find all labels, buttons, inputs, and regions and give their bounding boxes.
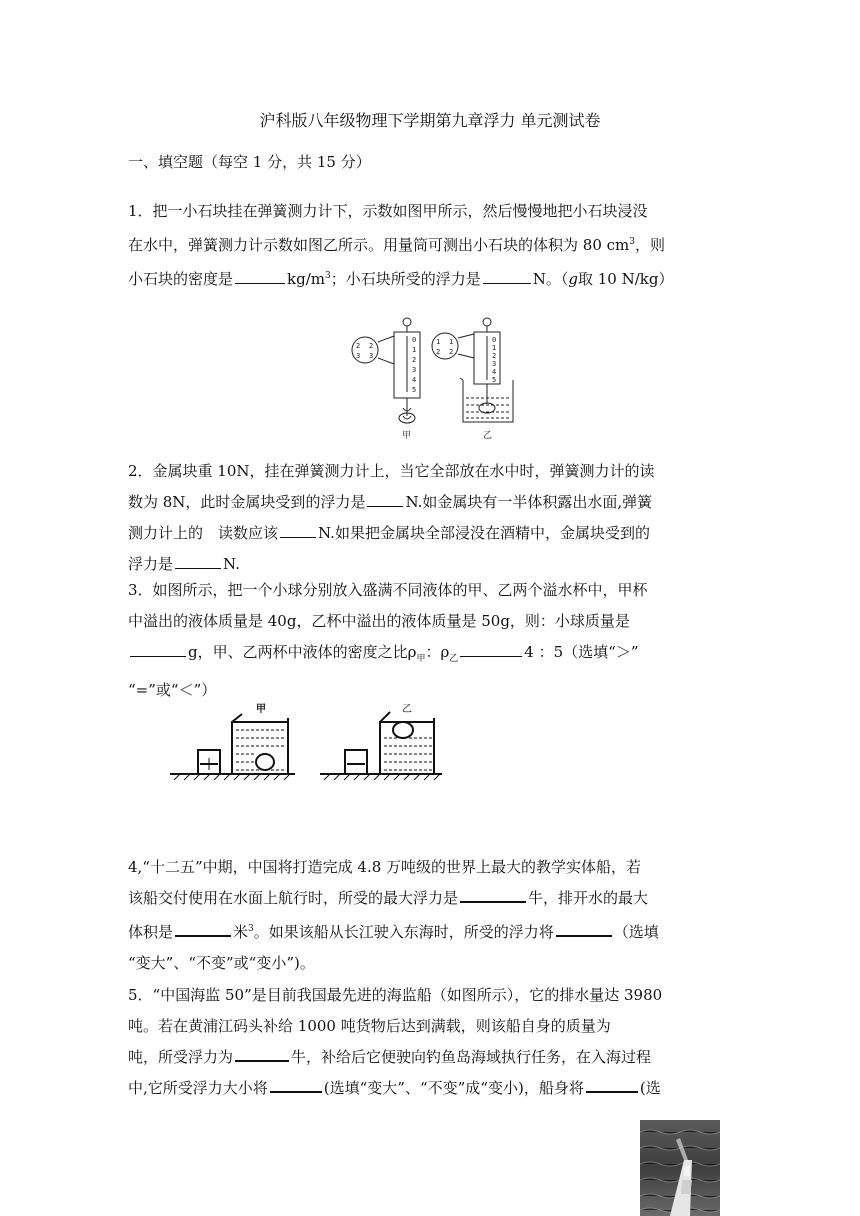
q4-line-1: 4,“十二五”中期，中国将打造完成 4.8 万吨级的世界上最大的教学实体船，若 [128, 858, 642, 876]
zoom-number: 3 [369, 352, 374, 360]
q4-text: 体积是 [128, 923, 174, 941]
question-2 [128, 456, 738, 580]
answer-blank[interactable] [235, 1044, 289, 1062]
scale-mark: 4 [492, 368, 497, 376]
q4-line-3 [128, 914, 738, 948]
scale-mark: 1 [492, 344, 497, 352]
q5-text: 吨，所受浮力为 [128, 1048, 234, 1066]
question-4 [128, 852, 738, 979]
q3-text: ：ρ [425, 643, 450, 661]
q1-text: 取 10 N/kg） [577, 270, 674, 288]
scale-mark: 5 [492, 376, 497, 384]
spring-scale-right [432, 318, 513, 422]
q5-line-1: 5．“中国海监 50”是目前我国最先进的海监船（如图所示），它的排水量达 3980 [128, 986, 663, 1004]
q1-text: ；小石块所受的浮力是 [330, 270, 481, 288]
answer-blank[interactable] [586, 1075, 638, 1093]
cup-label-yi: 乙 [402, 704, 412, 715]
q2-text: 数为 8N，此时金属块受到的浮力是 [128, 493, 366, 511]
q3-subscript: 乙 [449, 654, 459, 664]
q3-line-1: 3．如图所示，把一个小球分别放入盛满不同液体的甲、乙两个溢水杯中，甲杯 [128, 581, 648, 599]
cup-label-jia: 甲 [256, 704, 266, 715]
q5-text: (选 [639, 1079, 661, 1097]
q3-subscript: 甲 [416, 654, 426, 664]
overflow-setup-left [170, 714, 295, 774]
q1-text: ，则 [635, 236, 666, 254]
q1-text: 在水中，弹簧测力计示数如图乙所示。用量筒可测出小石块的体积为 80 cm [128, 236, 630, 254]
q4-text: 牛，排开水的最大 [528, 889, 649, 907]
q2-line-1: 2．金属块重 10N，挂在弹簧测力计上，当它全部放在水中时，弹簧测力计的读 [128, 462, 655, 480]
q1-superscript: 3 [324, 271, 331, 281]
q4-line-2 [128, 883, 738, 914]
section-heading: 一、填空题（每空 1 分，共 15 分） [128, 153, 371, 171]
q3-text: 4 ：5（选填“＞” [524, 643, 639, 661]
answer-blank[interactable] [175, 919, 231, 937]
q5-line-4 [128, 1073, 738, 1104]
scale-mark: 4 [412, 376, 417, 384]
q5-text: (选填“变大”、“不变”成“变小)，船身将 [323, 1079, 584, 1097]
answer-blank[interactable] [280, 521, 316, 538]
question-1 [128, 196, 738, 295]
overflow-setup-right [320, 712, 442, 774]
q5-text: 牛，补给后它便驶向钓鱼岛海域执行任务，在入海过程 [291, 1048, 652, 1066]
answer-blank[interactable] [556, 919, 612, 937]
q3-line-4: “=”或“＜”） [128, 681, 217, 699]
scale-mark: 1 [412, 346, 417, 354]
patrol-ship-photo [640, 1120, 720, 1216]
q2-text: 测力计上的 读数应该 [128, 524, 279, 542]
q1-text: N。（ [532, 270, 569, 288]
liquid-right [384, 738, 432, 770]
q2-text: 浮力是 [128, 555, 174, 573]
zoom-number: 1 [436, 338, 441, 346]
q1-text: kg/m [287, 270, 325, 288]
scale-mark: 3 [412, 366, 417, 374]
scale-mark: 3 [492, 360, 497, 368]
zoom-number: 2 [449, 348, 454, 356]
q1-italic-g: g [568, 270, 578, 288]
figure-label-yi: 乙 [483, 431, 493, 441]
q1-superscript: 3 [629, 237, 635, 247]
spring-scale-left [352, 318, 420, 423]
scale-mark: 2 [492, 352, 497, 360]
scale-mark: 2 [412, 356, 417, 364]
zoom-number: 2 [436, 348, 441, 356]
q2-text: N.如果把金属块全部浸没在酒精中，金属块受到的 [318, 524, 650, 542]
spring-scale-figure [345, 312, 515, 444]
q4-line-4: “变大”、“不变”或“变小”)。 [128, 954, 315, 972]
zoom-number: 2 [356, 342, 361, 350]
q4-superscript: 3 [248, 924, 254, 934]
overflow-cup-figure [170, 700, 450, 780]
zoom-number: 3 [356, 352, 361, 360]
q2-line-3 [128, 518, 738, 549]
zoom-number: 1 [449, 338, 454, 346]
q3-text: g，甲、乙两杯中液体的密度之比ρ [188, 643, 417, 661]
answer-blank[interactable] [130, 640, 186, 657]
question-3 [128, 575, 738, 706]
q4-text: 。如果该船从长江驶入东海时，所受的浮力将 [253, 923, 554, 941]
answer-blank[interactable] [235, 267, 285, 284]
answer-blank[interactable] [460, 640, 522, 657]
answer-blank[interactable] [460, 885, 526, 903]
figure-label-jia: 甲 [402, 431, 412, 441]
q1-line-2 [128, 227, 738, 261]
q5-line-2: 吨。若在黄浦江码头补给 1000 吨货物后达到满载，则该船自身的质量为 [128, 1017, 611, 1035]
answer-blank[interactable] [483, 267, 531, 284]
document-title: 沪科版八年级物理下学期第九章浮力 单元测试卷 [259, 111, 601, 130]
q2-line-2 [128, 487, 738, 518]
q4-text: （选填 [613, 923, 659, 941]
zoom-number: 2 [369, 342, 374, 350]
q2-text: N.如金属块有一半体积露出水面,弹簧 [405, 493, 653, 511]
scale-mark: 0 [412, 336, 417, 344]
answer-blank[interactable] [367, 490, 403, 507]
q4-text: 米 [233, 923, 249, 941]
q1-text: 小石块的密度是 [128, 270, 234, 288]
question-5 [128, 980, 738, 1104]
q5-text: 中,它所受浮力大小将 [128, 1079, 268, 1097]
scale-mark: 5 [412, 386, 417, 394]
q1-line-1: 1．把一小石块挂在弹簧测力计下，示数如图甲所示，然后慢慢地把小石块浸没 [128, 202, 648, 220]
scale-mark: 0 [492, 336, 497, 344]
q5-line-3 [128, 1042, 738, 1073]
q3-line-2: 中溢出的液体质量是 40g，乙杯中溢出的液体质量是 50g，则：小球质量是 [128, 612, 630, 630]
answer-blank[interactable] [175, 552, 221, 569]
q2-text: N. [223, 555, 240, 573]
q4-text: 该船交付使用在水面上航行时，所受的最大浮力是 [128, 889, 459, 907]
q1-line-3 [128, 261, 738, 295]
answer-blank[interactable] [270, 1075, 322, 1093]
q3-line-3 [128, 637, 738, 675]
